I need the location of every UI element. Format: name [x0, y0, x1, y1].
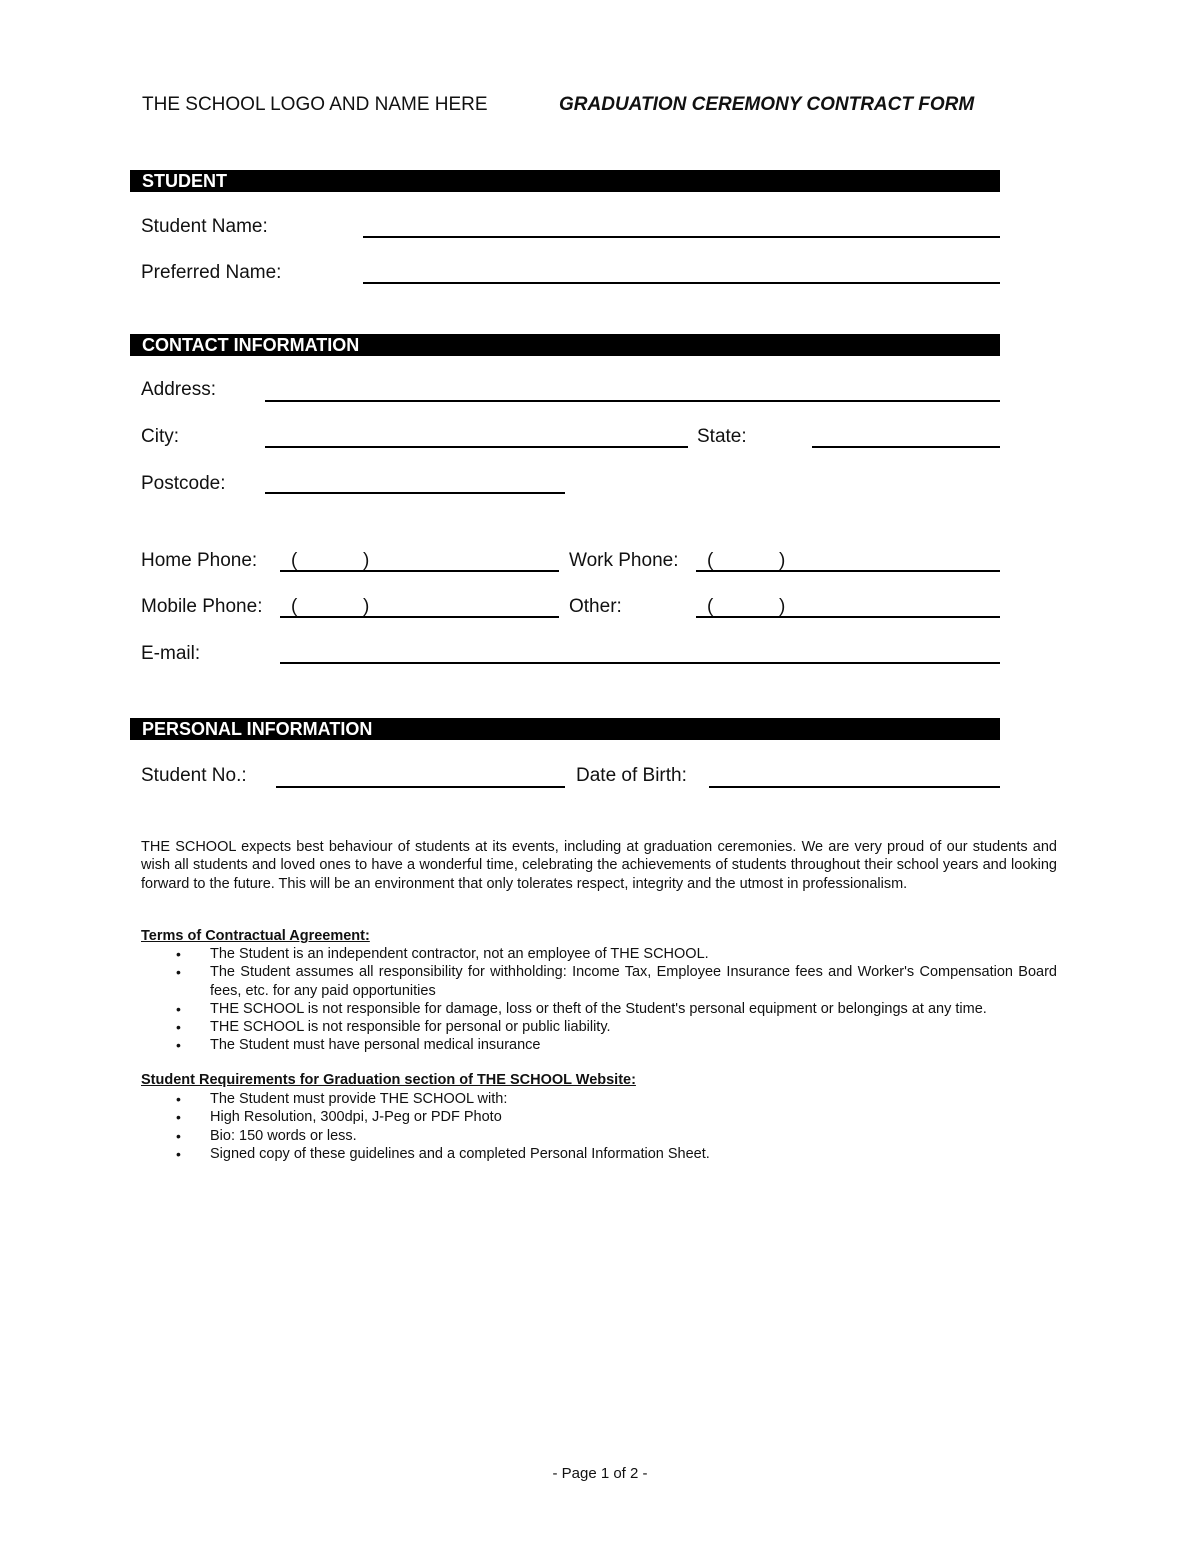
list-item — [141, 963, 1057, 1000]
bullet-icon: • — [176, 946, 181, 962]
work-phone-field[interactable] — [696, 570, 1000, 572]
home-phone-paren-close: ) — [363, 550, 370, 571]
mobile-phone-paren-close: ) — [363, 596, 370, 617]
city-label: City: — [141, 426, 179, 447]
address-field[interactable] — [265, 400, 1000, 402]
preferred-name-label: Preferred Name: — [141, 262, 282, 283]
bullet-icon: • — [176, 1109, 181, 1126]
list-item — [141, 945, 1057, 963]
intro-paragraph: THE SCHOOL expects best behaviour of students at its events, including at graduation ceremonies. We are very proud of our students and wish all students and loved ones to have a wonderful time, celebrating the achievements of students throughout their school years and looking forward to the future. This will be an environment that only tolerates respect, integrity and the utmost in professionalism. — [141, 839, 1057, 892]
work-phone-paren-close: ) — [779, 550, 786, 571]
email-field[interactable] — [280, 662, 1000, 664]
bullet-icon: • — [176, 1000, 181, 1017]
section-contact-header: CONTACT INFORMATION — [130, 334, 1000, 356]
bullet-icon: • — [176, 1037, 181, 1054]
school-name: THE SCHOOL LOGO AND NAME HERE — [142, 94, 488, 115]
city-field[interactable] — [265, 446, 688, 448]
state-label: State: — [697, 426, 747, 447]
dob-label: Date of Birth: — [576, 765, 687, 786]
dob-field[interactable] — [709, 786, 1000, 788]
bullet-icon: • — [176, 1091, 181, 1107]
student-no-label: Student No.: — [141, 765, 247, 786]
other-phone-label: Other: — [569, 596, 622, 617]
terms-list — [141, 945, 1057, 1055]
other-phone-paren-close: ) — [779, 596, 786, 617]
requirements-item-text: Bio: 150 words or less. — [210, 1127, 357, 1144]
list-item — [141, 1036, 1057, 1054]
mobile-phone-label: Mobile Phone: — [141, 596, 263, 617]
mobile-phone-paren-open: ( — [291, 596, 298, 617]
requirements-item-text: High Resolution, 300dpi, J-Peg or PDF Photo — [210, 1109, 502, 1126]
requirements-title: Student Requirements for Graduation section of THE SCHOOL Website: — [141, 1072, 636, 1088]
student-name-label: Student Name: — [141, 216, 268, 237]
postcode-label: Postcode: — [141, 473, 226, 494]
state-field[interactable] — [812, 446, 1000, 448]
list-item — [141, 1018, 1057, 1036]
requirements-list — [141, 1090, 1057, 1163]
home-phone-label: Home Phone: — [141, 550, 258, 571]
other-phone-field[interactable] — [696, 616, 1000, 618]
bullet-icon: • — [176, 1127, 181, 1144]
requirements-item-text: Signed copy of these guidelines and a completed Personal Information Sheet. — [210, 1145, 710, 1162]
list-item — [141, 1090, 1057, 1108]
preferred-name-field[interactable] — [363, 282, 1000, 284]
list-item — [141, 1127, 1057, 1145]
section-personal-header: PERSONAL INFORMATION — [130, 718, 1000, 740]
work-phone-paren-open: ( — [707, 550, 714, 571]
postcode-field[interactable] — [265, 492, 565, 494]
email-label: E-mail: — [141, 643, 201, 664]
requirements-item-text: The Student must provide THE SCHOOL with: — [210, 1091, 508, 1107]
terms-item-text: The Student must have personal medical insurance — [210, 1037, 541, 1054]
other-phone-paren-open: ( — [707, 596, 714, 617]
bullet-icon: • — [176, 1019, 181, 1036]
student-no-field[interactable] — [276, 786, 565, 788]
terms-item-text: THE SCHOOL is not responsible for damage, loss or theft of the Student's personal equipment or belongings at any time. — [210, 1000, 987, 1017]
mobile-phone-field[interactable] — [280, 616, 559, 618]
list-item — [141, 1108, 1057, 1126]
terms-item-text: The Student is an independent contractor, not an employee of THE SCHOOL. — [210, 946, 709, 962]
home-phone-paren-open: ( — [291, 550, 298, 571]
bullet-icon: • — [176, 1145, 181, 1162]
terms-item-text: THE SCHOOL is not responsible for personal or public liability. — [210, 1019, 611, 1036]
form-title: GRADUATION CEREMONY CONTRACT FORM — [559, 94, 975, 115]
address-label: Address: — [141, 379, 216, 400]
terms-item-text: The Student assumes all responsibility for withholding: Income Tax, Employee Insurance fees and Worker's Compensation Board fees, etc. for any paid opportunities — [210, 964, 1057, 999]
work-phone-label: Work Phone: — [569, 550, 679, 571]
terms-title: Terms of Contractual Agreement: — [141, 928, 370, 944]
list-item — [141, 1145, 1057, 1163]
bullet-icon: • — [176, 964, 181, 981]
list-item — [141, 1000, 1057, 1018]
page-number: - Page 1 of 2 - — [552, 1465, 648, 1482]
student-name-field[interactable] — [363, 236, 1000, 238]
home-phone-field[interactable] — [280, 570, 559, 572]
section-student-header: STUDENT — [130, 170, 1000, 192]
